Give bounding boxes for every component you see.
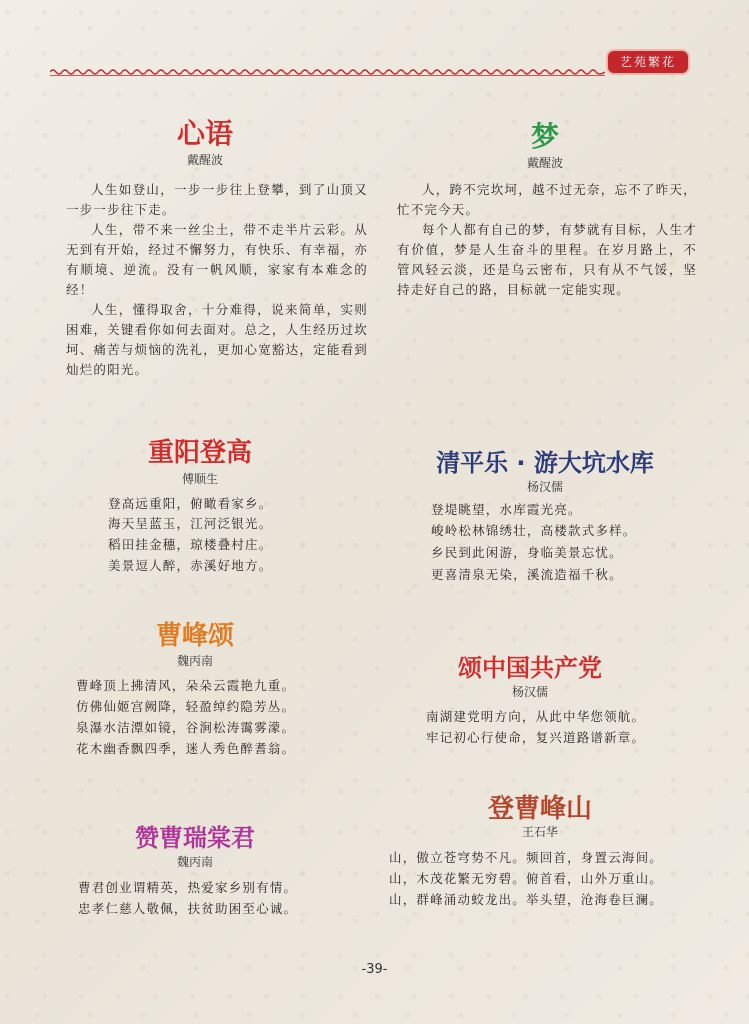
poem-line: 登堤眺望，水库霞光亮。 bbox=[431, 502, 582, 517]
poem-line: 忠孝仁慈人敬佩，扶贫助困至心诚。 bbox=[78, 901, 298, 916]
poem-line: 曹君创业谓精英，热爱家乡别有情。 bbox=[78, 880, 298, 895]
article-paragraph: 每个人都有自己的梦，有梦就有目标，人生才有价值，梦是人生奋斗的里程。在岁月路上，不管风轻云淡，还是乌云密布，只有从不气馁，坚持走好自己的路，目标就一定能实现。 bbox=[397, 222, 697, 297]
poem-line: 更喜清泉无染，溪流造福千秋。 bbox=[431, 567, 623, 582]
article-author-xinyu: 戴醒波 bbox=[186, 153, 223, 167]
poem-line: 峻岭松林锦绣壮，高楼款式多样。 bbox=[431, 523, 637, 538]
article-title-songzhongguo: 颂中国共产党 bbox=[458, 654, 602, 682]
poem-line: 海天呈蓝玉，江河泛银光。 bbox=[108, 516, 273, 531]
poem-line: 乡民到此闲游，身临美景忘忧。 bbox=[431, 545, 623, 560]
poem-line: 南湖建党明方向，从此中华您领航。 bbox=[426, 709, 646, 724]
article-title-zancaoruitang: 赞曹瑞棠君 bbox=[135, 824, 255, 852]
article-author-chongyang: 傅顺生 bbox=[181, 472, 218, 486]
article-paragraph: 人生，带不来一丝尘土，带不走半片云彩。从无到有开始，经过不懈努力，有快乐、有幸福，亦有顺境、逆流。没有一帆风顺，家家有本难念的经！ bbox=[66, 222, 368, 297]
header-wave-divider bbox=[50, 67, 605, 77]
poem-line: 山，群峰涌动蛟龙出。举头望，沧海卷巨澜。 bbox=[389, 892, 664, 907]
article-paragraph: 人，跨不完坎坷，越不过无奈，忘不了昨天，忙不完今天。 bbox=[397, 182, 697, 217]
poem-line: 美景逗人醉，赤溪好地方。 bbox=[108, 558, 273, 573]
article-title-dengcaofengshan: 登曹峰山 bbox=[487, 794, 592, 824]
article-title-qingpingle: 清平乐 · 游大坑水库 bbox=[436, 449, 654, 477]
article-paragraph: 人生，懂得取舍，十分难得，说来简单，实则困难，关键看你如何去面对。总之，人生经历过坎坷、痛苦与烦恼的洗礼，更加心宽豁达，定能看到灿烂的阳光。 bbox=[66, 302, 368, 377]
poem-line: 山，木茂花繁无穷碧。俯首看，山外万重山。 bbox=[389, 871, 664, 886]
article-author-qingpingle: 杨汉儒 bbox=[526, 480, 563, 494]
poem-line: 曹峰顶上拂清风，朵朵云霞艳九重。 bbox=[76, 678, 296, 693]
poem-line: 泉瀑水洁潭如镜，谷涧松涛霭雾濛。 bbox=[76, 720, 296, 735]
poem-line: 稻田挂金穗，琼楼叠村庄。 bbox=[108, 537, 273, 552]
article-author-caofengsong: 魏丙南 bbox=[176, 654, 213, 668]
article-paragraph: 人生如登山，一步一步往上登攀，到了山顶又一步一步往下走。 bbox=[66, 182, 368, 217]
page-number: -39- bbox=[361, 962, 388, 977]
article-author-zancaoruitang: 魏丙南 bbox=[176, 855, 213, 869]
poem-line: 花木幽香飘四季，迷人秀色醉耆翁。 bbox=[76, 741, 296, 756]
article-author-meng: 戴醒波 bbox=[526, 156, 563, 170]
poem-line: 仿佛仙姬宫阙降，轻盈绰约隐芳丛。 bbox=[76, 699, 296, 714]
poem-line: 山，傲立苍穹势不凡。频回首，身置云海间。 bbox=[389, 850, 664, 865]
poem-line: 牢记初心行使命，复兴道路谱新章。 bbox=[426, 730, 646, 745]
section-badge: 艺苑繁花 bbox=[608, 51, 688, 73]
article-title-caofengsong: 曹峰颂 bbox=[155, 621, 234, 651]
article-title-chongyang: 重阳登高 bbox=[147, 438, 252, 468]
poem-line: 登高远重阳，俯瞰看家乡。 bbox=[108, 496, 273, 511]
article-title-xinyu: 心语 bbox=[176, 117, 233, 150]
article-title-meng: 梦 bbox=[530, 120, 559, 153]
article-author-dengcaofengshan: 王石华 bbox=[521, 825, 558, 839]
article-author-songzhongguo: 杨汉儒 bbox=[511, 685, 548, 699]
